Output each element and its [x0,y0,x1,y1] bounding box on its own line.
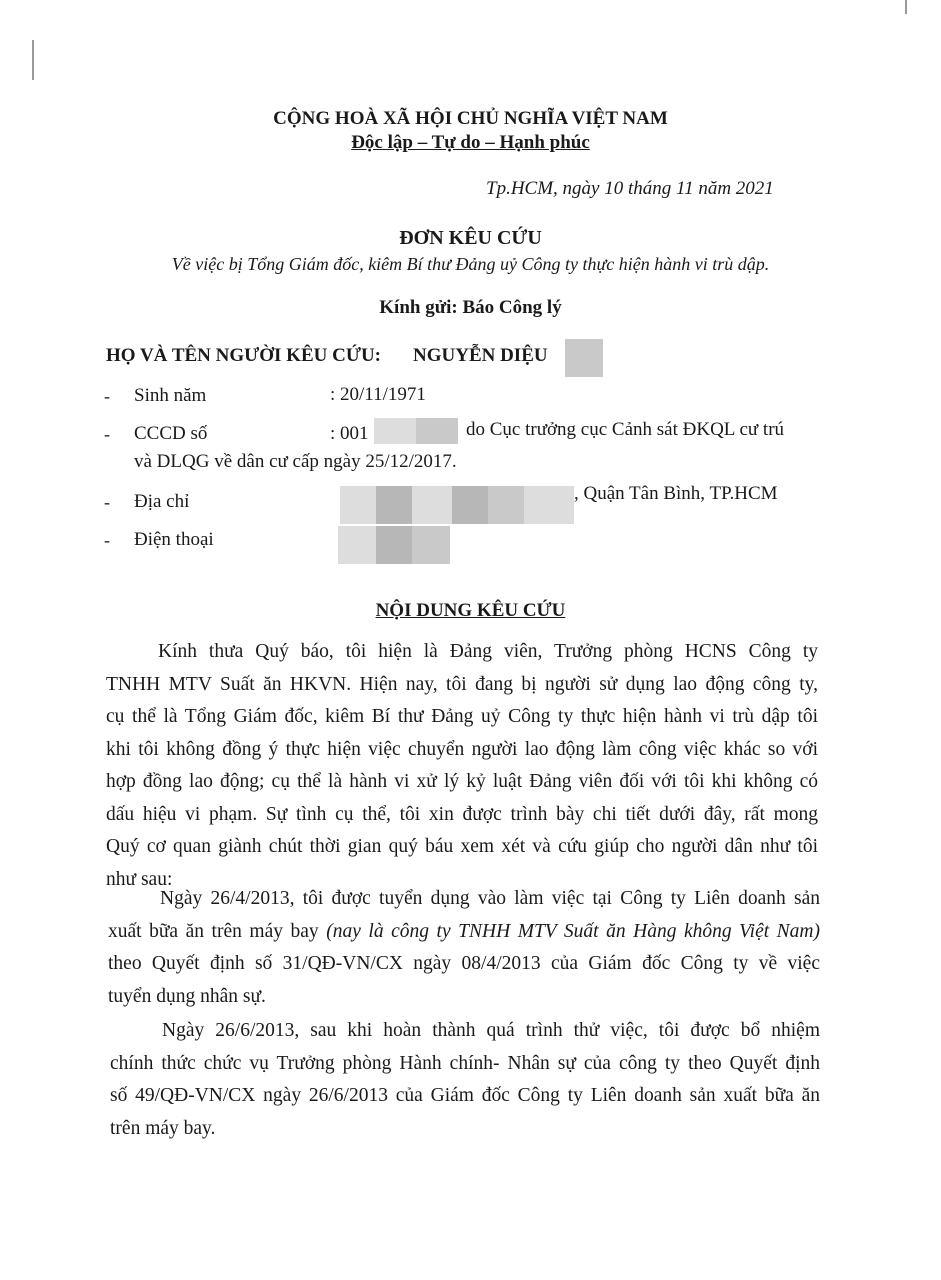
id-label: CCCD số [134,423,208,444]
paragraph-line: chính thức chức vụ Trưởng phòng Hành chính- Nhân sự của công ty theo Quyết định [110,1052,820,1074]
paragraph-1 [106,636,818,896]
id-suffix: do Cục trưởng cục Cảnh sát ĐKQL cư trú [466,419,785,440]
paragraph-line: khi tôi không đồng ý thực hiện việc chuyển người lao động làm công việc khác so với [106,738,818,760]
paragraph-line: tuyển dụng nhân sự. [108,985,266,1007]
document-title: ĐƠN KÊU CỨU [399,227,542,249]
paragraph-line: Quý cơ quan giành chút thời gian quý báu xem xét và cứu giúp cho người dân như tôi [106,836,818,857]
content-heading: NỘI DUNG KÊU CỨU [375,600,566,621]
redaction-address [452,486,488,524]
phone-label: Điện thoại [134,529,214,550]
paragraph-line: cụ thể là Tổng Giám đốc, kiêm Bí thư Đảng uỷ Công ty thực hiện hành vi trù dập tôi [106,706,818,727]
motto: Độc lập – Tự do – Hạnh phúc [351,132,590,153]
paragraph-line: Kính thưa Quý báo, tôi hiện là Đảng viên, Trưởng phòng HCNS Công ty [158,641,818,662]
recipient-line: Kính gửi: Báo Công lý [379,297,562,318]
redaction-address [340,486,376,524]
bullet-dash: - [104,530,110,550]
id-line2: và DLQG về dân cư cấp ngày 25/12/2017. [134,451,457,472]
redaction-address [524,486,574,524]
redaction-address [376,486,412,524]
bullet-dash: - [104,386,110,406]
redaction-address [488,486,524,524]
redaction-phone [412,526,450,564]
company-new-name: (nay là công ty TNHH MTV Suất ăn Hàng không Việt Nam) [326,920,821,942]
redaction-id [416,418,458,444]
redaction-address [412,486,452,524]
birth-value: : 20/11/1971 [330,384,426,405]
paragraph-line: Ngày 26/6/2013, sau khi hoàn thành quá trình thử việc, tôi được bổ nhiệm [162,1020,820,1041]
paragraph-2 [108,883,820,1013]
redaction-phone [338,526,376,564]
place-date: Tp.HCM, ngày 10 tháng 11 năm 2021 [486,178,774,199]
document-subject: Về việc bị Tổng Giám đốc, kiêm Bí thư Đảng uỷ Công ty thực hiện hành vi trù dập. [171,254,770,274]
paragraph-line: dấu hiệu vi phạm. Sự tình cụ thể, tôi xin được trình bày chi tiết dưới đây, rất mong [106,803,818,825]
paragraph-line [108,916,820,949]
paragraph-line: theo Quyết định số 31/QĐ-VN/CX ngày 08/4/2013 của Giám đốc Công ty về việc [108,953,820,974]
address-visible: , Quận Tân Bình, TP.HCM [574,483,778,504]
bullet-dash: - [104,424,110,444]
redaction-id [374,418,416,444]
petitioner-name-label: HỌ VÀ TÊN NGƯỜI KÊU CỨU: [106,345,381,366]
birth-label: Sinh năm [134,385,207,406]
redaction-name [565,339,603,377]
nation-header: CỘNG HOÀ XÃ HỘI CHỦ NGHĨA VIỆT NAM [273,108,668,129]
petitioner-name-value: NGUYỄN DIỆU [413,345,548,366]
id-prefix: : 001 [330,423,369,444]
paragraph-line: hợp đồng lao động; cụ thể là hành vi xử lý kỷ luật Đảng viên đối với tôi khi không có [106,771,818,792]
address-label: Địa chỉ [134,491,190,512]
paragraph-line: Ngày 26/4/2013, tôi được tuyển dụng vào làm việc tại Công ty Liên doanh sản [160,888,820,909]
bullet-dash: - [104,492,110,512]
paragraph-3 [110,1015,820,1145]
scan-mark-left [32,40,34,80]
paragraph-text: xuất bữa ăn trên máy bay [108,920,319,942]
redaction-phone [376,526,412,564]
paragraph-line: số 49/QĐ-VN/CX ngày 26/6/2013 của Giám đốc Công ty Liên doanh sản xuất bữa ăn [110,1085,820,1106]
paragraph-line: trên máy bay. [110,1117,216,1139]
paragraph-line: như sau: [106,868,173,890]
scan-mark-right [905,0,907,14]
paragraph-line: TNHH MTV Suất ăn HKVN. Hiện nay, tôi đang bị người sử dụng lao động công ty, [106,673,818,695]
